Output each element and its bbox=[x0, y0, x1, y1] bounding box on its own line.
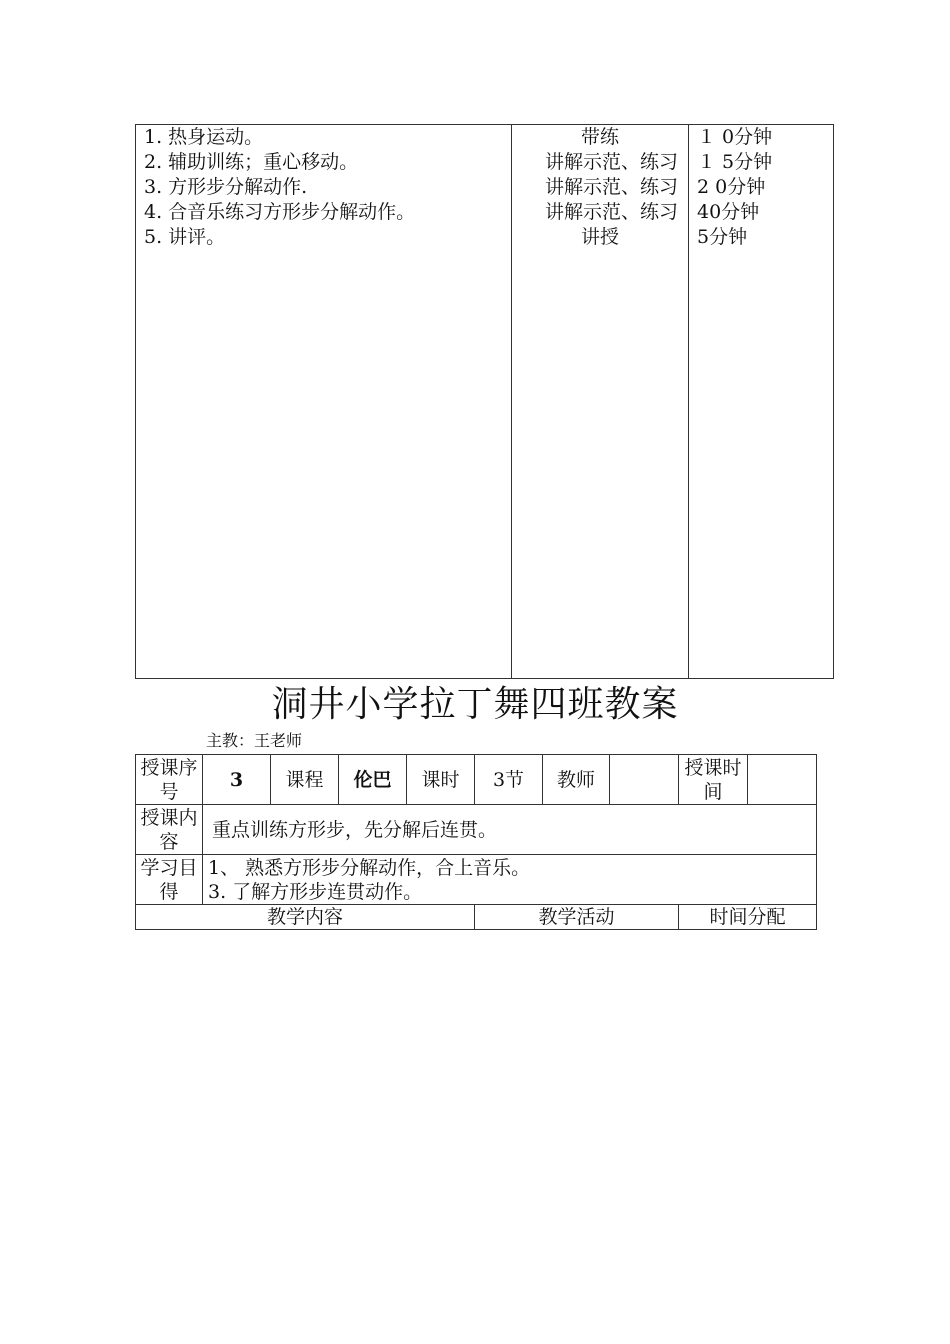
lesson-plan-continuation-table bbox=[135, 124, 834, 679]
class-hours-label: 课时 bbox=[407, 755, 475, 805]
class-hours-value: 3节 bbox=[475, 755, 543, 805]
teaching-content-cell bbox=[136, 125, 512, 679]
content-line: 1. 热身运动。 bbox=[144, 126, 264, 148]
time-line: １ 5分钟 bbox=[697, 151, 773, 173]
goal-line: 3. 了解方形步连贯动作。 bbox=[208, 880, 423, 903]
lesson-number-label: 授课序号 bbox=[136, 755, 203, 805]
teacher-label: 教师 bbox=[543, 755, 610, 805]
lesson-info-table bbox=[135, 754, 817, 930]
document-title: 洞井小学拉丁舞四班教案 bbox=[271, 684, 679, 725]
teacher-value bbox=[610, 755, 679, 805]
teaching-activity-header: 教学活动 bbox=[475, 905, 679, 930]
teaching-activity-cell bbox=[512, 125, 689, 679]
content-line: 4. 合音乐练习方形步分解动作。 bbox=[144, 201, 416, 223]
content-line: 5. 讲评。 bbox=[144, 226, 226, 248]
time-line: 40分钟 bbox=[697, 201, 760, 223]
lesson-content-label: 授课内容 bbox=[136, 805, 203, 855]
teaching-content-header: 教学内容 bbox=[136, 905, 475, 930]
activity-line: 讲解示范、练习 bbox=[544, 176, 678, 198]
course-value: 伦巴 bbox=[339, 755, 407, 805]
learning-goals-label: 学习目得 bbox=[136, 855, 203, 905]
course-label: 课程 bbox=[271, 755, 339, 805]
activity-line: 讲解示范、练习 bbox=[544, 201, 678, 223]
content-line: 3. 方形步分解动作. bbox=[144, 176, 308, 198]
time-allocation-cell bbox=[689, 125, 834, 679]
lesson-content-value: 重点训练方形步，先分解后连贯。 bbox=[203, 805, 817, 855]
lesson-time-value bbox=[748, 755, 817, 805]
time-allocation-header: 时间分配 bbox=[679, 905, 817, 930]
time-line: 5分钟 bbox=[697, 226, 748, 248]
activity-line: 讲授 bbox=[580, 226, 619, 248]
time-line: 2 0分钟 bbox=[697, 176, 766, 198]
activity-line: 讲解示范、练习 bbox=[544, 151, 678, 173]
lesson-time-label: 授课时间 bbox=[679, 755, 748, 805]
head-teacher-label: 主教：王老师 bbox=[206, 731, 303, 750]
activity-line: 带练 bbox=[580, 126, 619, 148]
learning-goals-value bbox=[203, 855, 817, 905]
goal-line: 1、 熟悉方形步分解动作，合上音乐。 bbox=[208, 856, 531, 879]
lesson-number-value: 3 bbox=[203, 755, 271, 805]
time-line: １ 0分钟 bbox=[697, 126, 773, 148]
content-line: 2. 辅助训练；重心移动。 bbox=[144, 151, 359, 173]
